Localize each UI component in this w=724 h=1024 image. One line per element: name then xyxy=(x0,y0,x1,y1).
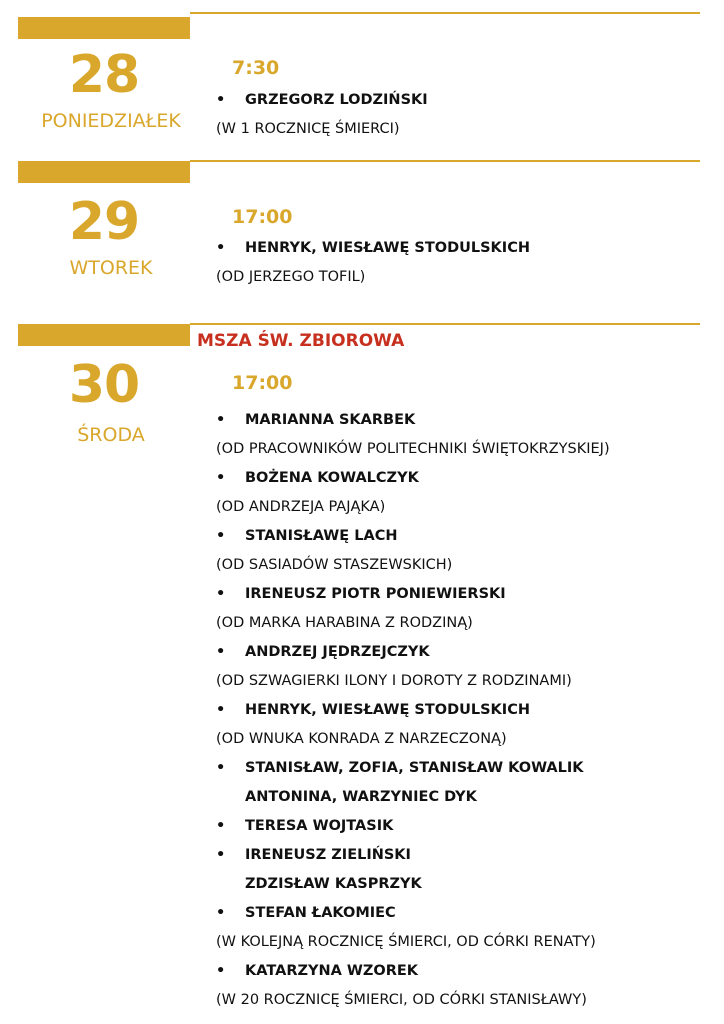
intention-name: ANDRZEJ JĘDRZEJCZYK xyxy=(245,644,430,660)
intention-name-continued: ANTONINA, WARZYNIEC DYK xyxy=(245,789,477,805)
intention-item xyxy=(216,234,724,263)
intentions-list xyxy=(216,234,724,292)
intention-item xyxy=(216,899,724,928)
intention-item xyxy=(216,696,724,725)
intention-name: IRENEUSZ PIOTR PONIEWIERSKI xyxy=(245,586,506,602)
bullet-icon: • xyxy=(216,760,226,776)
day-divider xyxy=(190,12,700,14)
bullet-icon: • xyxy=(216,905,226,921)
intention-detail: (OD SZWAGIERKI ILONY I DOROTY Z RODZINAMI) xyxy=(216,673,572,689)
intention-item xyxy=(216,754,724,783)
intention-item xyxy=(216,522,724,551)
day-divider xyxy=(190,160,700,162)
mass-time: 17:00 xyxy=(232,372,293,394)
day-number: 28 xyxy=(68,45,140,105)
intention-item xyxy=(216,406,724,435)
intention-name: BOŻENA KOWALCZYK xyxy=(245,470,419,486)
intention-item xyxy=(216,86,724,115)
intention-detail: (OD JERZEGO TOFIL) xyxy=(216,269,366,285)
intention-detail: (OD ANDRZEJA PAJĄKA) xyxy=(216,499,386,515)
day-number: 30 xyxy=(68,355,140,415)
intention-name: HENRYK, WIESŁAWĘ STODULSKICH xyxy=(245,240,530,256)
intention-name: KATARZYNA WZOREK xyxy=(245,963,419,979)
bullet-icon: • xyxy=(216,644,226,660)
day-divider xyxy=(190,323,700,325)
intention-name: STANISŁAW, ZOFIA, STANISŁAW KOWALIK xyxy=(245,760,584,776)
mass-time: 7:30 xyxy=(232,57,280,79)
intention-detail: (OD SASIADÓW STASZEWSKICH) xyxy=(216,557,453,573)
intention-name: GRZEGORZ LODZIŃSKI xyxy=(245,92,428,108)
intention-detail: (OD MARKA HARABINA Z RODZINĄ) xyxy=(216,615,473,631)
day-header-bar xyxy=(18,17,190,39)
intention-name: STANISŁAWĘ LACH xyxy=(245,528,398,544)
intention-name: MARIANNA SKARBEK xyxy=(245,412,416,428)
weekday-name: ŚRODA xyxy=(77,424,145,446)
intention-detail: (W 20 ROCZNICĘ ŚMIERCI, OD CÓRKI STANISŁAWY) xyxy=(216,992,587,1008)
intention-name-continued: ZDZISŁAW KASPRZYK xyxy=(245,876,422,892)
day-number: 29 xyxy=(68,192,140,252)
intention-name: TERESA WOJTASIK xyxy=(245,818,394,834)
day-header-bar xyxy=(18,161,190,183)
bullet-icon: • xyxy=(216,702,226,718)
day-header-bar xyxy=(18,324,190,346)
weekday-name: PONIEDZIAŁEK xyxy=(41,110,181,132)
intention-detail: (OD PRACOWNIKÓW POLITECHNIKI ŚWIĘTOKRZYSKIEJ) xyxy=(216,441,610,457)
intention-item xyxy=(216,580,724,609)
intention-detail: (W 1 ROCZNICĘ ŚMIERCI) xyxy=(216,121,400,137)
intention-item xyxy=(216,841,724,870)
intention-detail: (W KOLEJNĄ ROCZNICĘ ŚMIERCI, OD CÓRKI RENATY) xyxy=(216,934,596,950)
bullet-icon: • xyxy=(216,92,226,108)
intentions-list xyxy=(216,86,724,144)
intention-item xyxy=(216,812,724,841)
mass-time: 17:00 xyxy=(232,206,293,228)
intention-item xyxy=(216,957,724,986)
bullet-icon: • xyxy=(216,412,226,428)
intentions-list xyxy=(216,406,724,1015)
weekday-name: WTOREK xyxy=(69,257,153,279)
bullet-icon: • xyxy=(216,528,226,544)
bullet-icon: • xyxy=(216,963,226,979)
bullet-icon: • xyxy=(216,818,226,834)
intention-item xyxy=(216,464,724,493)
intention-detail: (OD WNUKA KONRADA Z NARZECZONĄ) xyxy=(216,731,507,747)
bullet-icon: • xyxy=(216,240,226,256)
intention-name: HENRYK, WIESŁAWĘ STODULSKICH xyxy=(245,702,530,718)
bullet-icon: • xyxy=(216,847,226,863)
bullet-icon: • xyxy=(216,586,226,602)
intention-name: STEFAN ŁAKOMIEC xyxy=(245,905,396,921)
collective-mass-note: MSZA ŚW. ZBIOROWA xyxy=(197,331,405,351)
intention-item xyxy=(216,638,724,667)
bullet-icon: • xyxy=(216,470,226,486)
intention-name: IRENEUSZ ZIELIŃSKI xyxy=(245,847,411,863)
